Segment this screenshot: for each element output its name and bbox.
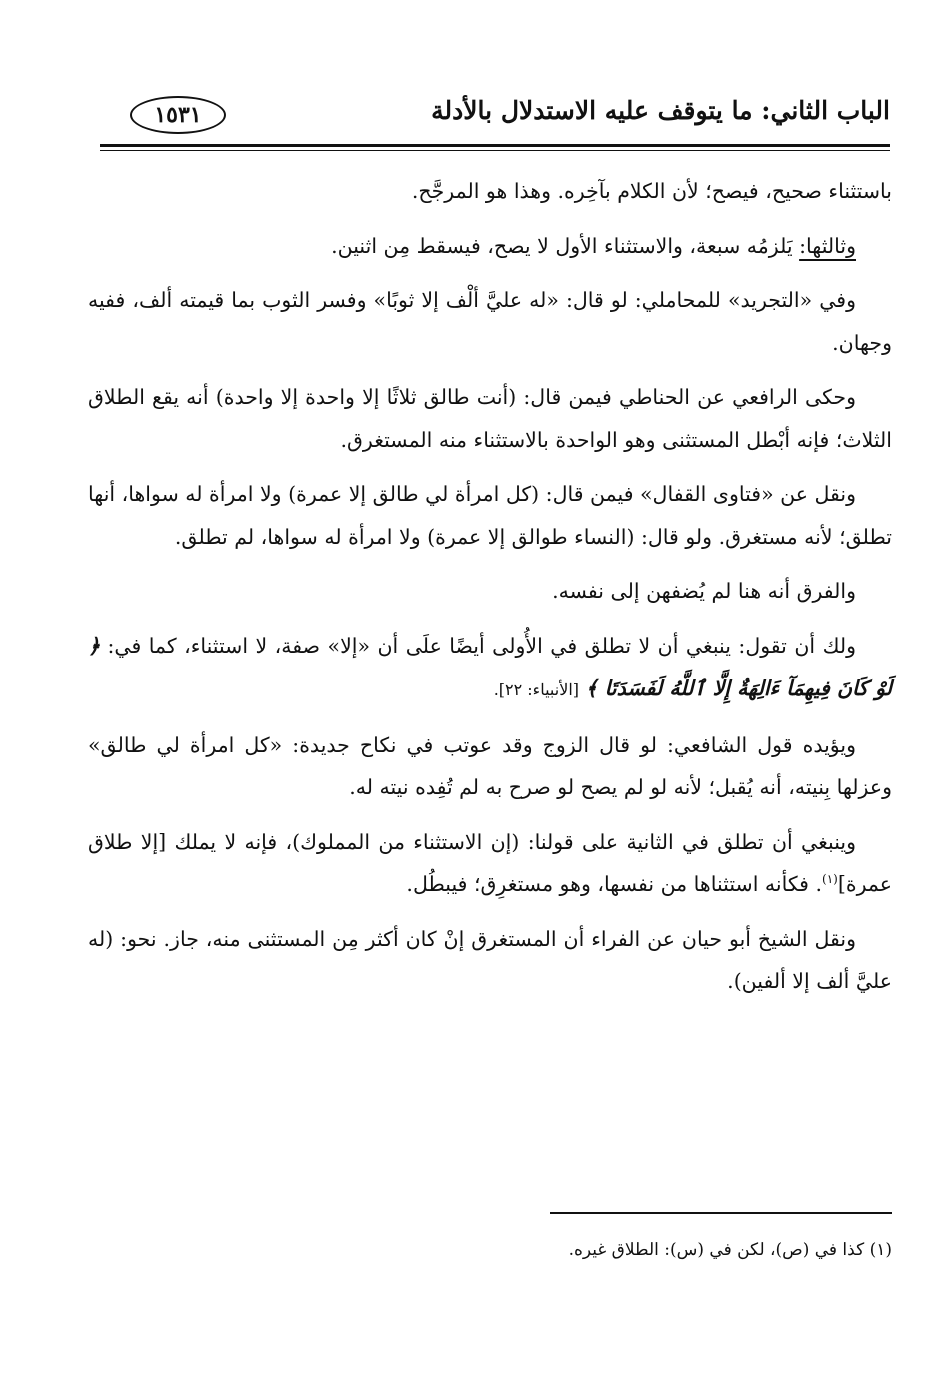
paragraph-7-text: ولك أن تقول: ينبغي أن لا تطلق في الأُولى أيضًا علَى أن «إلا» صفة، لا استثناء، كما في: xyxy=(107,633,856,658)
page-number-badge: ١٥٣١ xyxy=(130,96,226,134)
paragraph-7 xyxy=(88,625,892,712)
chapter-title: الباب الثاني: ما يتوقف عليه الاستدلال بالأدلة xyxy=(431,96,890,125)
paragraph-9 xyxy=(88,821,892,906)
paragraph-9-text-a: وينبغي أن تطلق في الثانية على قولنا: (إن الاستثناء من المملوك)، فإنه لا يملك [إلا طلاق عمرة] xyxy=(88,829,892,896)
paragraph-1: باستثناء صحيح، فيصح؛ لأن الكلام بآخِره. وهذا هو المرجَّح. xyxy=(411,179,892,203)
paragraph-10: ونقل الشيخ أبو حيان عن الفراء أن المستغرق إنْ كان أكثر مِن المستثنى منه، جاز. نحو: (له عليَّ ألف إلا ألفين). xyxy=(88,926,892,993)
page-header xyxy=(100,92,890,138)
quran-verse: ﴿ لَوْ كَانَ فِيهِمَآ ءَالِهَةٌ إِلَّا ٱللَّهُ لَفَسَدَتَا ﴾ xyxy=(88,633,892,700)
paragraph-9-text-b: . فكأنه استثناها من نفسها، وهو مستغرِق؛ فيبطُل. xyxy=(406,872,823,896)
third-opinion-label: وثالثها: xyxy=(799,233,856,258)
paragraph-6: والفرق أنه هنا لم يُضفهن إلى نفسه. xyxy=(552,579,856,603)
header-rule-thick xyxy=(100,144,890,147)
paragraph-8: ويؤيده قول الشافعي: لو قال الزوج وقد عوتب في نكاح جديدة: «كل امرأة لي طالق» وعزلها بِنيته، أنه يُقبل؛ لأنه لو لم يصح لو صرح به لم تُفِده نيته له. xyxy=(88,732,892,799)
paragraph-4: وحكى الرافعي عن الحناطي فيمن قال: (أنت طالق ثلاثًا إلا واحدة إلا واحدة) أنه يقع الطلاق الثلاث؛ فإنه أبْطل المستثنى وهو الواحدة بالاستثناء منه المستغرق. xyxy=(88,385,892,452)
footnote-separator xyxy=(550,1212,892,1214)
paragraph-5: ونقل عن «فتاوى القفال» فيمن قال: (كل امرأة لي طالق إلا عمرة) ولا امرأة له سواها، أنها تطلق؛ لأنه مستغرق. ولو قال: (النساء طوالق إلا عمرة) ولا امرأة له سواها، لم تطلق. xyxy=(88,482,892,549)
header-rule-thin xyxy=(100,150,890,151)
main-text xyxy=(88,170,892,1015)
paragraph-3: وفي «التجريد» للمحاملي: لو قال: «له عليَّ ألْف إلا ثوبًا» وفسر الثوب بما قيمته ألف، ففيه وجهان. xyxy=(88,288,892,355)
verse-citation: [الأنبياء: ٢٢]. xyxy=(493,680,579,699)
footnote: (١) كذا في (ص)، لكن في (س): الطلاق غيره. xyxy=(568,1240,892,1260)
footnote-marker[interactable]: (١) xyxy=(822,872,838,887)
paragraph-2 xyxy=(88,225,892,268)
paragraph-2-text: يَلزمُه سبعة، والاستثناء الأول لا يصح، فيسقط مِن اثنين. xyxy=(331,233,800,258)
